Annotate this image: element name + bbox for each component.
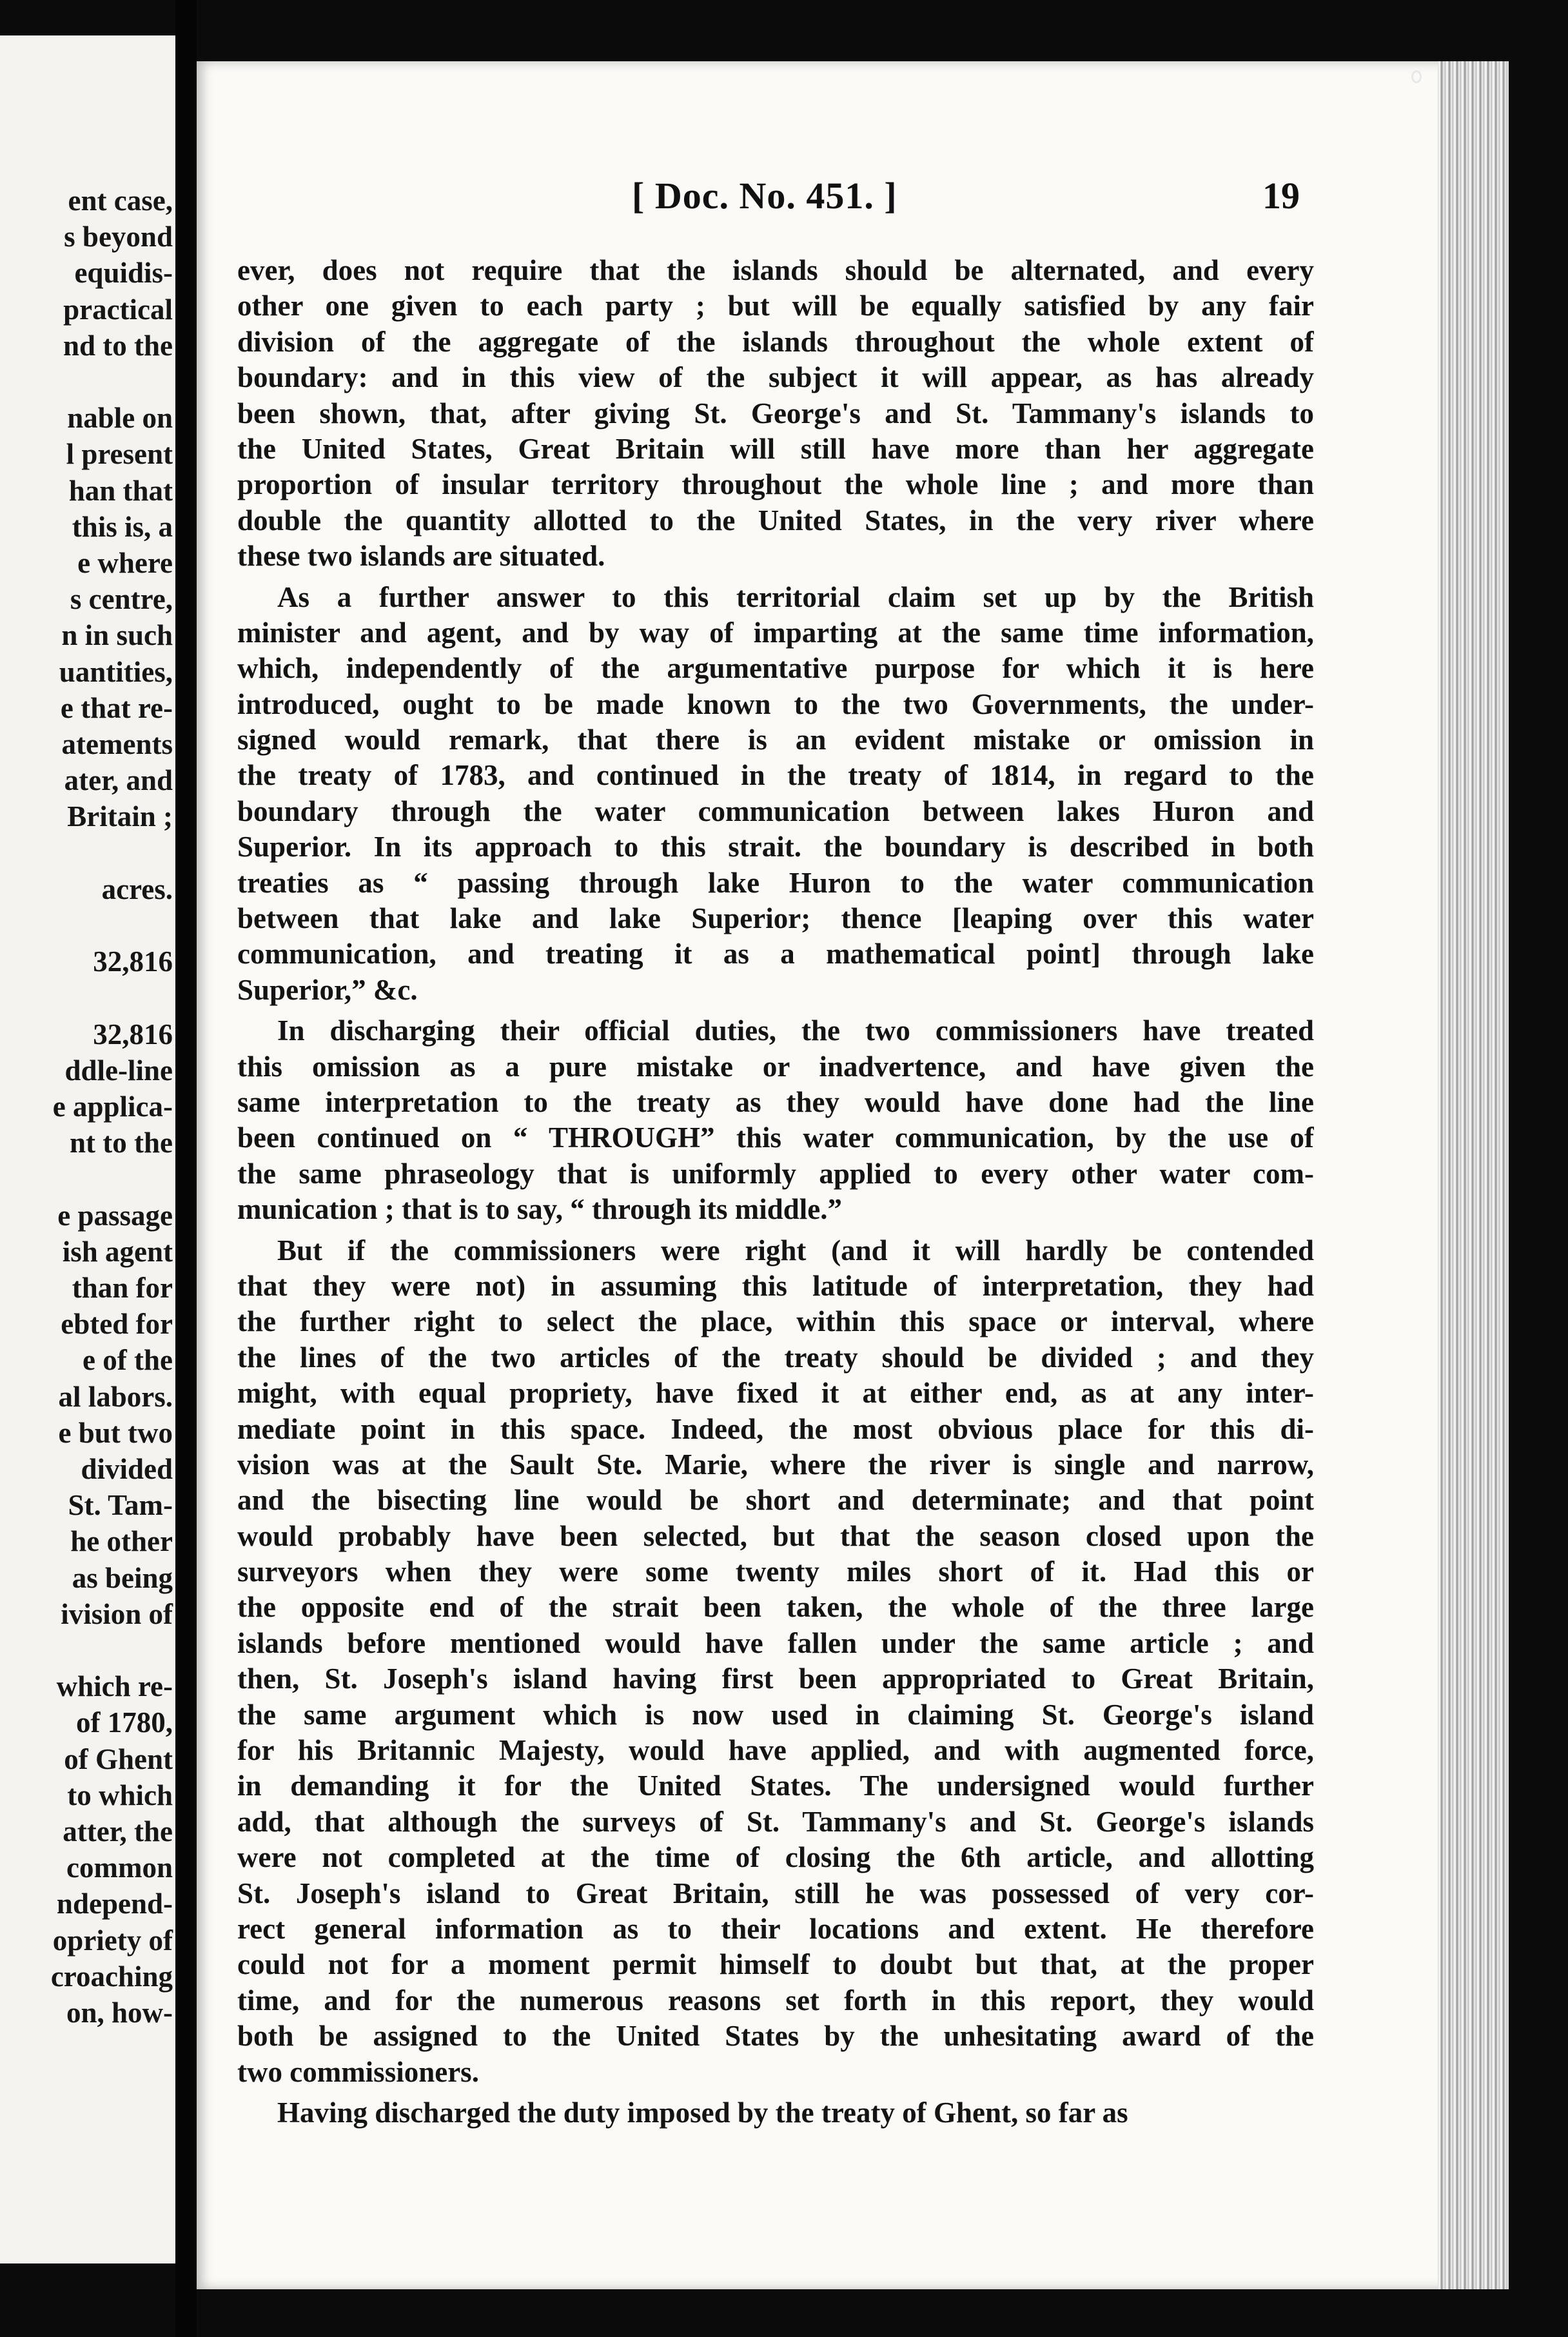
facing-page-line: he other	[70, 1525, 173, 1558]
text-line: double the quantity allotted to the United States, in the very river where	[237, 504, 1314, 537]
paragraph	[237, 253, 1314, 575]
text-line: In discharging their official duties, the two commissioners have treated	[277, 1014, 1314, 1047]
facing-page-line: of 1780,	[76, 1706, 173, 1739]
facing-page-line: 32,816	[93, 1018, 173, 1050]
facing-page-line: croaching	[50, 1960, 173, 1993]
book-gutter	[175, 0, 197, 2337]
text-line: in demanding it for the United States. The undersigned would further	[237, 1770, 1314, 1802]
facing-page-line: 32,816	[93, 945, 173, 978]
paragraph	[237, 1013, 1314, 1227]
text-line: could not for a moment permit himself to doubt but that, at the proper	[237, 1948, 1314, 1981]
text-line: that they were not) in assuming this latitude of interpretation, they had	[237, 1269, 1314, 1302]
text-line: But if the commissioners were right (and it will hardly be contended	[277, 1234, 1314, 1267]
text-line: add, that although the surveys of St. Tammany's and St. George's islands	[237, 1805, 1314, 1838]
text-line: and the bisecting line would be short and determinate; and that point	[237, 1484, 1314, 1517]
text-line: for his Britannic Majesty, would have applied, and with augmented force,	[237, 1734, 1314, 1767]
corner-mark	[1411, 70, 1422, 83]
text-line: the opposite end of the strait been taken, the whole of the three large	[237, 1591, 1314, 1624]
text-line: then, St. Joseph's island having first been appropriated to Great Britain,	[237, 1662, 1314, 1695]
text-line: the treaty of 1783, and continued in the treaty of 1814, in regard to the	[237, 759, 1314, 792]
text-line: boundary through the water communication between lakes Huron and	[237, 794, 1314, 827]
text-line: been continued on “ THROUGH” this water communication, by the use of	[237, 1121, 1314, 1154]
facing-page-line: al labors.	[58, 1380, 173, 1413]
text-line: these two islands are situated.	[237, 540, 605, 573]
text-line: the United States, Great Britain will still have more than her aggregate	[237, 432, 1314, 465]
facing-page-line: ddle-line	[64, 1054, 173, 1087]
text-line: munication ; that is to say, “ through its middle.”	[237, 1193, 843, 1226]
facing-page-line: l present	[66, 438, 173, 471]
facing-page-line: St. Tam-	[68, 1489, 173, 1522]
facing-page-line: this is, a	[72, 510, 173, 543]
facing-page-line: ent case,	[68, 184, 173, 217]
facing-page-line: Britain ;	[67, 800, 173, 833]
text-line: been shown, that, after giving St. George's and St. Tammany's islands to	[237, 397, 1314, 429]
facing-page-line: ivision of	[61, 1597, 173, 1630]
facing-page-line: opriety of	[52, 1924, 173, 1957]
text-line: signed would remark, that there is an evident mistake or omission in	[237, 724, 1314, 756]
facing-page-line: n in such	[61, 619, 173, 652]
facing-page-line: acres.	[101, 873, 173, 905]
text-line: rect general information as to their locations and extent. He therefore	[237, 1912, 1314, 1945]
facing-page-line: nd to the	[63, 329, 173, 362]
text-line: the lines of the two articles of the treaty should be divided ; and they	[237, 1341, 1314, 1374]
text-line: vision was at the Sault Ste. Marie, where the river is single and narrow,	[237, 1448, 1314, 1481]
facing-page-line: uantities,	[59, 655, 173, 688]
text-line: ever, does not require that the islands should be alternated, and every	[237, 254, 1314, 286]
facing-page-line: e passage	[57, 1199, 173, 1232]
text-line: both be assigned to the United States by the unhesitating award of the	[237, 2020, 1314, 2053]
text-line: which, independently of the argumentative purpose for which it is here	[237, 652, 1314, 685]
facing-page-line: on, how-	[66, 1997, 173, 2029]
text-line: Superior. In its approach to this strait. the boundary is described in both	[237, 831, 1314, 863]
facing-page-line: s beyond	[64, 221, 173, 253]
page-number: 19	[1262, 175, 1300, 217]
text-line: treaties as “ passing through lake Huron to the water communication	[237, 866, 1314, 899]
facing-page-line: nable on	[67, 402, 173, 435]
text-line: communication, and treating it as a mathematical point] through lake	[237, 938, 1314, 971]
text-line: this omission as a pure mistake or inadvertence, and have given the	[237, 1050, 1314, 1083]
facing-page-line: as being	[72, 1561, 173, 1594]
facing-page-line: practical	[63, 293, 173, 326]
text-line: division of the aggregate of the islands throughout the whole extent of	[237, 325, 1314, 358]
text-line: other one given to each party ; but will be equally satisfied by any fair	[237, 290, 1314, 322]
running-head: [ Doc. No. 451. ]	[632, 175, 897, 217]
text-line: surveyors when they were some twenty miles short of it. Had this or	[237, 1555, 1314, 1588]
facing-page-line: ater, and	[64, 764, 173, 797]
text-line: St. Joseph's island to Great Britain, still he was possessed of very cor-	[237, 1877, 1314, 1909]
page-header	[0, 174, 1568, 226]
text-line: between that lake and lake Superior; thence [leaping over this water	[237, 902, 1314, 935]
facing-page-line: e where	[77, 547, 173, 579]
facing-page-line: equidis-	[74, 257, 173, 290]
text-line: boundary: and in this view of the subject it will appear, as has already	[237, 361, 1314, 394]
text-line: Superior,” &c.	[237, 973, 418, 1006]
facing-page-line: atements	[61, 728, 173, 760]
text-line: islands before mentioned would have fallen under the same article ; and	[237, 1626, 1314, 1659]
facing-page-line: ebted for	[61, 1308, 173, 1341]
text-line: would probably have been selected, but that the season closed upon the	[237, 1519, 1314, 1552]
facing-page-line: to which	[67, 1779, 173, 1811]
facing-page-line: e of the	[83, 1344, 173, 1377]
paragraph	[237, 2095, 1314, 2131]
text-line: might, with equal propriety, have fixed it at either end, as at any inter-	[237, 1377, 1314, 1410]
facing-page-line: of Ghent	[64, 1742, 173, 1775]
facing-page-line: e applica-	[52, 1090, 173, 1123]
facing-page-line: e that re-	[60, 691, 173, 724]
text-line: were not completed at the time of closing the 6th article, and allotting	[237, 1841, 1314, 1874]
facing-page-line: e but two	[58, 1416, 173, 1449]
text-line: same interpretation to the treaty as they would have done had the line	[237, 1085, 1314, 1118]
facing-page-line: nt to the	[70, 1127, 173, 1159]
facing-page-line: which re-	[56, 1670, 173, 1703]
text-line: time, and for the numerous reasons set forth in this report, they would	[237, 1984, 1314, 2017]
facing-page-line: divided	[81, 1453, 173, 1485]
facing-page-line: han that	[68, 474, 173, 507]
text-line: two commissioners.	[237, 2055, 479, 2088]
text-line: minister and agent, and by way of imparting at the same time information,	[237, 616, 1314, 649]
facing-page-line: than for	[72, 1272, 173, 1304]
facing-page-line: ndepend-	[56, 1888, 173, 1920]
text-line: the further right to select the place, within this space or interval, where	[237, 1305, 1314, 1338]
text-line: Having discharged the duty imposed by the treaty of Ghent, so far as	[277, 2096, 1128, 2129]
text-line: mediate point in this space. Indeed, the most obvious place for this di-	[237, 1412, 1314, 1445]
text-line: As a further answer to this territorial claim set up by the British	[277, 580, 1314, 613]
text-line: proportion of insular territory throughout the whole line ; and more than	[237, 468, 1314, 501]
body-text	[237, 253, 1314, 2131]
text-line: the same argument which is now used in claiming St. George's island	[237, 1698, 1314, 1731]
text-line: the same phraseology that is uniformly applied to every other water com-	[237, 1157, 1314, 1190]
paragraph	[237, 1233, 1314, 2090]
text-line: introduced, ought to be made known to the two Governments, the under-	[237, 687, 1314, 720]
facing-page-line: atter, the	[63, 1815, 173, 1848]
facing-page-line: ish agent	[62, 1235, 173, 1268]
facing-page-line: s centre,	[70, 583, 173, 616]
page-edges	[1438, 61, 1509, 2289]
paragraph	[237, 580, 1314, 1009]
facing-page-line: common	[66, 1851, 173, 1884]
facing-page-fragment	[0, 35, 175, 2263]
